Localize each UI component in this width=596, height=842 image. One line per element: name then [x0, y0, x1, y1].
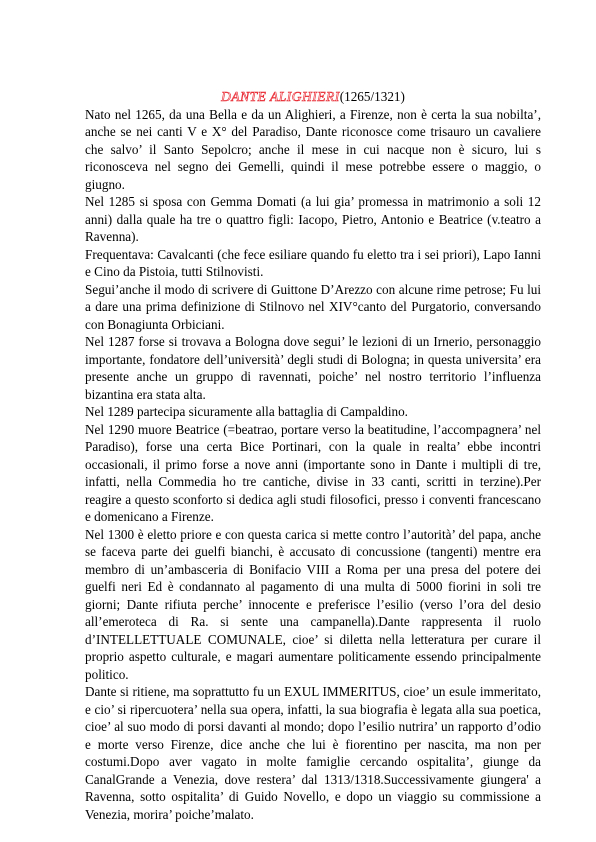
page-title	[85, 88, 541, 106]
paragraph-campaldino: Nel 1289 partecipa sicuramente alla battaglia di Campaldino.	[85, 404, 408, 419]
paragraph-priore: Nel 1300 è eletto priore e con questa carica si mette contro l’autorità’ del papa, anche se faceva parte dei guelfi bianchi, è accusato di concussione (tangenti) mentre era membro di un’ambasceria di Bonifacio VIII a Roma per una presa del potere dei guelfi neri Ed è condannato al pagamento di una multa di 5000 fiorini in soli tre giorni; Dante rifiuta perche’ innocente e preferisce l’esilio (verso l’ora del desio all’emeroteca di Ra. si sente una campanella).Dante rappresenta il ruolo d’INTELLETTUALE COMUNALE, cioe’ si diletta nella letteratura per curare il proprio aspetto culturale, e magari aumentare politicamente essendo principalmente politico.	[85, 526, 541, 682]
paragraph-birth: Nato nel 1265, da una Bella e da un Alighieri, a Firenze, non è certa la sua nobilta’, anche se nei canti V e X° del Paradiso, Dante riconosce come trisauro un cavaliere che salvo’ il Santo Sepolcro; anche il mese in cui nacque non è sicuro, lui s riconosceva nel segno dei Gemelli, quindi il mese potrebbe essere o maggio, o giugno.	[85, 106, 541, 192]
document-page	[85, 88, 541, 823]
paragraph-friends: Frequentava: Cavalcanti (che fece esiliare quando fu eletto tra i sei priori), Lapo Ianni e Cino da Pistoia, tutti Stilnovisti.	[85, 246, 541, 279]
title-author-name: DANTE ALIGHIERI	[221, 89, 340, 104]
paragraph-style: Segui’anche il modo di scrivere di Guittone D’Arezzo con alcune rime petrose; Fu lui a dare una prima definizione di Stilnovo nel XIV°canto del Purgatorio, conversando con Bonagiunta Orbiciani.	[85, 281, 541, 332]
paragraph-bologna: Nel 1287 forse si trovava a Bologna dove segui’ le lezioni di un Irnerio, personaggio importante, fondatore dell’università’ degli studi di Bologna; in questa universita’ era presente anche un gruppo di ravennati, poiche’ nel nostro territorio l’influenza bizantina era stata alta.	[85, 334, 541, 402]
paragraph-exile: Dante si ritiene, ma soprattutto fu un EXUL IMMERITUS, cioe’ un esule immeritato, e cio’ si ripercuotera’ nella sua opera, infatti, la sua biografia è legata alla sua poetica, cioe’ al suo modo di porsi davanti al mondo; dopo l’esilio nutrira’ un rapporto d’odio e morte verso Firenze, dice anche che lui è fiorentino per nascita, ma non per costumi.Dopo aver vagato in molte famiglie cercando ospitalita’, giunge da CanalGrande a Venezia, dove restera’ dal 1313/1318.Successivamente giungera' a Ravenna, sotto ospitalita’ di Guido Novello, e dopo un viaggio su commissione a Venezia, morira’ poiche’malato.	[85, 684, 541, 822]
paragraph-beatrice: Nel 1290 muore Beatrice (=beatrao, portare verso la beatitudine, l’accompagnera’ nel Paradiso), forse una certa Bice Portinari, con la quale in realta’ ebbe incontri occasionali, il primo forse a nove anni (importante sono in Dante i multipli di tre, infatti, nella Commedia ho tre cantiche, divise in 33 canti, scritti in terzine).Per reagire a questo sconforto si dedica agli studi filosofici, presso i conventi francescano e domenicano a Firenze.	[85, 421, 541, 524]
title-years: (1265/1321)	[339, 89, 405, 104]
paragraph-marriage: Nel 1285 si sposa con Gemma Domati (a lui gia’ promessa in matrimonio a soli 12 anni) dalla quale ha tre o quattro figli: Iacopo, Pietro, Antonio e Beatrice (v.teatro a Ravenna).	[85, 194, 541, 244]
